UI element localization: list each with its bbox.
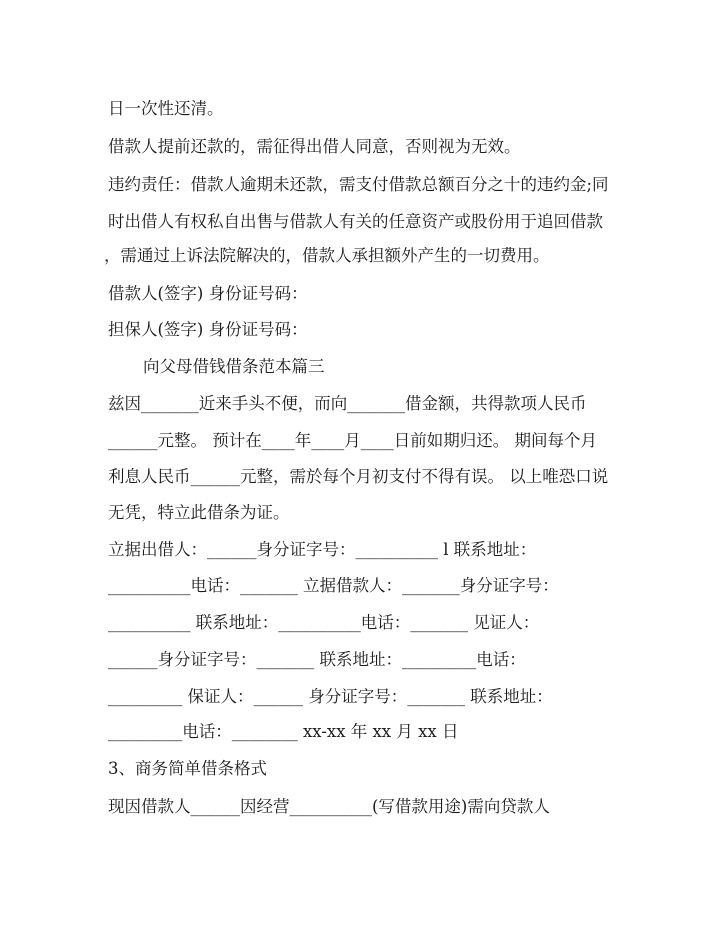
text-line: __________电话：_______ 立据借款人：_______身分证字号：: [108, 576, 559, 595]
text-line: _________电话：________ xx-xx 年 xx 月 xx 日: [108, 722, 459, 741]
text-line: ______身分证字号：_______ 联系地址：_________电话：: [108, 650, 526, 669]
text-line: 担保人(签字) 身份证号码：: [108, 320, 308, 339]
text-line: ______元整。 预计在____年____月____日前如期归还。 期间每个月: [108, 431, 597, 450]
section-heading: 3、商务简单借条格式: [108, 759, 267, 778]
text-line: _________ 保证人：______ 身分证字号：_______ 联系地址：: [108, 687, 553, 706]
text-line: ，需通过上诉法院解决的，借款人承担额外产生的一切费用。: [104, 246, 550, 265]
text-line: 借款人提前还款的，需征得出借人同意，否则视为无效。: [108, 137, 521, 156]
text-line: 利息人民币______元整，需於每个月初支付不得有误。 以上唯恐口说: [108, 467, 609, 486]
text-line: 兹因_______近来手头不便，而向_______借金额，共得款项人民币: [108, 394, 587, 413]
text-line: 违约责任：借款人逾期未还款，需支付借款总额百分之十的违约金;同: [108, 175, 609, 194]
text-line: 立据出借人：______身分证字号：__________ l 联系地址：: [108, 540, 537, 559]
text-line: 时出借人有权私自出售与借款人有关的任意资产或股份用于追回借款: [108, 212, 603, 231]
text-line: 无凭，特立此借条为证。: [108, 503, 290, 522]
section-heading: 向父母借钱借条范本篇三: [143, 357, 325, 376]
text-line: __________ 联系地址：__________电话：_______ 见证人：: [108, 613, 540, 632]
text-line: 借款人(签字) 身份证号码：: [108, 284, 308, 303]
text-line: 日一次性还清。: [108, 99, 224, 118]
text-line: 现因借款人______因经营__________(写借款用途)需向贷款人: [108, 797, 550, 816]
